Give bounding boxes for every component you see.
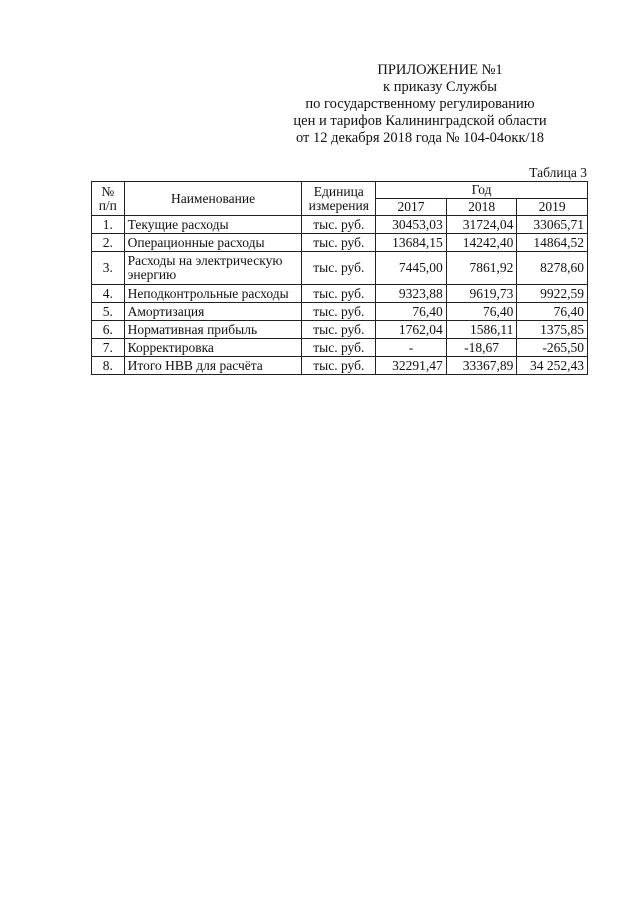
table-label: Таблица 3 bbox=[529, 165, 587, 180]
row-name: Нормативная прибыль bbox=[124, 321, 302, 339]
row-value-2017: - bbox=[376, 339, 447, 357]
header-year-2017: 2017 bbox=[376, 199, 447, 216]
appendix-title: ПРИЛОЖЕНИЕ №1 bbox=[377, 62, 503, 78]
row-value-2019: 1375,85 bbox=[517, 321, 588, 339]
row-unit: тыс. руб. bbox=[302, 234, 376, 252]
data-table bbox=[91, 181, 588, 375]
row-value-2017: 30453,03 bbox=[376, 216, 447, 234]
table-row bbox=[92, 357, 588, 375]
row-value-2018: -18,67 bbox=[446, 339, 517, 357]
row-value-2017: 7445,00 bbox=[376, 252, 447, 285]
row-num: 3. bbox=[92, 252, 125, 285]
header-num: № п/п bbox=[92, 182, 125, 216]
table-row bbox=[92, 234, 588, 252]
appendix-line-5: от 12 декабря 2018 года № 104-04окк/18 bbox=[295, 130, 545, 146]
row-value-2019: 9922,59 bbox=[517, 285, 588, 303]
row-value-2018: 9619,73 bbox=[446, 285, 517, 303]
appendix-subtitle: к приказу Службы bbox=[383, 79, 497, 95]
row-value-2019: 14864,52 bbox=[517, 234, 588, 252]
row-name: Амортизация bbox=[124, 303, 302, 321]
document-heading bbox=[260, 62, 580, 147]
row-value-2018: 14242,40 bbox=[446, 234, 517, 252]
row-value-2019: 8278,60 bbox=[517, 252, 588, 285]
row-value-2019: 33065,71 bbox=[517, 216, 588, 234]
row-name: Текущие расходы bbox=[124, 216, 302, 234]
row-value-2017: 32291,47 bbox=[376, 357, 447, 375]
row-num: 4. bbox=[92, 285, 125, 303]
row-unit: тыс. руб. bbox=[302, 285, 376, 303]
row-value-2018: 76,40 bbox=[446, 303, 517, 321]
table-row bbox=[92, 216, 588, 234]
row-num: 8. bbox=[92, 357, 125, 375]
row-unit: тыс. руб. bbox=[302, 321, 376, 339]
table-row bbox=[92, 321, 588, 339]
row-value-2018: 33367,89 bbox=[446, 357, 517, 375]
row-unit: тыс. руб. bbox=[302, 303, 376, 321]
appendix-line-3: по государственному регулированию bbox=[305, 96, 535, 112]
table-row bbox=[92, 252, 588, 285]
row-name: Корректировка bbox=[124, 339, 302, 357]
row-unit: тыс. руб. bbox=[302, 216, 376, 234]
row-value-2019: -265,50 bbox=[517, 339, 588, 357]
row-name: Операционные расходы bbox=[124, 234, 302, 252]
table-row bbox=[92, 303, 588, 321]
appendix-line-4: цен и тарифов Калининградской области bbox=[293, 113, 547, 129]
row-num: 5. bbox=[92, 303, 125, 321]
row-unit: тыс. руб. bbox=[302, 252, 376, 285]
row-value-2018: 7861,92 bbox=[446, 252, 517, 285]
table-row bbox=[92, 339, 588, 357]
row-value-2019: 76,40 bbox=[517, 303, 588, 321]
row-value-2018: 1586,11 bbox=[446, 321, 517, 339]
header-year-2018: 2018 bbox=[446, 199, 517, 216]
row-name: Неподконтрольные расходы bbox=[124, 285, 302, 303]
header-year-2019: 2019 bbox=[517, 199, 588, 216]
row-value-2019: 34 252,43 bbox=[517, 357, 588, 375]
row-unit: тыс. руб. bbox=[302, 339, 376, 357]
row-unit: тыс. руб. bbox=[302, 357, 376, 375]
row-value-2017: 1762,04 bbox=[376, 321, 447, 339]
row-value-2017: 13684,15 bbox=[376, 234, 447, 252]
table-row bbox=[92, 285, 588, 303]
row-value-2017: 9323,88 bbox=[376, 285, 447, 303]
header-unit: Единица измерения bbox=[302, 182, 376, 216]
row-num: 7. bbox=[92, 339, 125, 357]
header-name: Наименование bbox=[124, 182, 302, 216]
row-num: 6. bbox=[92, 321, 125, 339]
row-value-2018: 31724,04 bbox=[446, 216, 517, 234]
row-num: 1. bbox=[92, 216, 125, 234]
row-name: Итого НВВ для расчёта bbox=[124, 357, 302, 375]
header-year: Год bbox=[376, 182, 588, 199]
row-name: Расходы на электрическую энергию bbox=[124, 252, 302, 285]
row-value-2017: 76,40 bbox=[376, 303, 447, 321]
row-num: 2. bbox=[92, 234, 125, 252]
